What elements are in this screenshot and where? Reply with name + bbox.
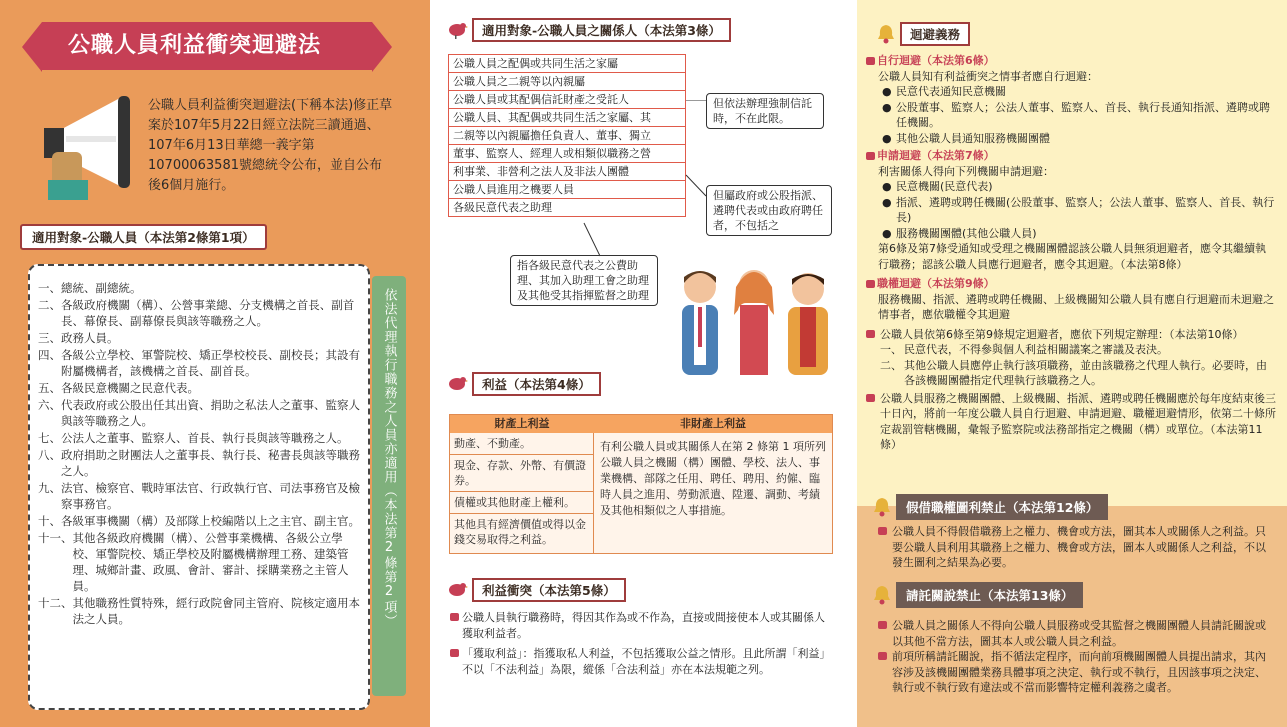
list-item [38, 347, 360, 379]
relation-row: 各級民意代表之助理 [453, 201, 552, 214]
list-text: 公法人之董事、監察人、首長、執行長與該等職務之人。 [61, 431, 349, 445]
list-item [882, 226, 1276, 242]
list-item [880, 342, 1276, 358]
self-lead: 公職人員知有利益衝突之情事者應自行迴避： [878, 69, 1098, 83]
list-item [38, 280, 360, 296]
bird-icon [446, 20, 468, 40]
relation-row: 利事業、非營利之法人及非法人團體 [449, 163, 685, 181]
conflict-header [446, 578, 626, 602]
lobby-content [878, 618, 1274, 696]
list-number: 十、 [38, 514, 61, 528]
list-text: 各級政府機關（構）、公營事業總、分支機構之首長、副首長、幕僚長、副幕僚長與該等職務之人。 [61, 298, 355, 328]
bell-icon [876, 23, 896, 45]
dot-icon: ● [882, 180, 892, 193]
dot-icon: ● [882, 100, 892, 114]
property-item: 現金、存款、外幣、有價證券。 [450, 455, 593, 492]
list-text: 其他各級政府機關（構）、公營事業機構、各級公立學校、軍警院校、矯正學校及附屬機構辦理工務、建築管理、城鄉計畫、政風、會計、審計、採購業務之主管人員。 [72, 531, 349, 593]
benefit-header [446, 372, 601, 396]
dot-icon: ● [882, 195, 892, 209]
list-item [38, 530, 360, 594]
bullet-icon [878, 621, 887, 629]
acting-note: 依法代理執行職務之人員亦適用（本法第2條第2項） [372, 276, 406, 696]
bird-icon [446, 580, 468, 600]
bullet-icon [866, 152, 875, 160]
dot-icon: ● [882, 85, 892, 98]
list-text: 公股董事、監察人；公法人董事、監察人、首長、執行長通知指派、遴聘或聘任機關。 [896, 100, 1270, 129]
non-property-text: 有利公職人員或其關係人在第 2 條第 1 項所列公職人員之機關（構）團體、學校、法人、事業機構、部隊之任用、聘任、聘用、約僱、臨時人員之進用、勞動派遣、陞遷、調動、考績及其他相類似之人事措施。 [600, 440, 826, 517]
leverage-label: 假借職權圖利禁止（本法第12條） [896, 494, 1108, 520]
list-text: 民意代表，不得參與個人利益相關議案之審議及表決。 [904, 343, 1168, 356]
lobby-p1: 公職人員之關係人不得向公職人員服務或受其監督之機關團體人員請託關說或以其他不當方法，圖其本人或公職人員之利益。 [892, 619, 1266, 648]
list-text: 各級公立學校、軍警院校、矯正學校校長、副校長；其設有附屬機構者，該機構之首長、副首長。 [61, 348, 360, 378]
handle-lead: 公職人員依第6條至第9條規定迴避者，應依下列規定辦理：（本法第10條） [880, 327, 1244, 341]
list-text: 指派、遴聘或聘任機關(公股董事、監察人；公法人董事、監察人、首長、執行長) [896, 195, 1275, 224]
list-item [38, 380, 360, 396]
officials-label: 適用對象-公職人員（本法第2條第1項） [20, 224, 267, 250]
col-property: 財產上利益 [494, 417, 550, 430]
list-text: 各級軍事機關（構）及部隊上校編階以上之主官、副主官。 [61, 514, 360, 528]
relation-row: 公職人員之二親等以內親屬 [449, 73, 685, 91]
list-item [38, 297, 360, 329]
relation-row: 公職人員之配偶或共同生活之家屬 [449, 55, 685, 73]
avoid-label: 迴避義務 [900, 22, 970, 46]
bullet-icon [878, 527, 887, 535]
list-number: 二、 [38, 298, 61, 312]
bullet-icon [866, 394, 875, 402]
col-non-property: 非財產上利益 [680, 417, 746, 430]
list-item [38, 513, 360, 529]
officials-list [28, 264, 370, 710]
duty-text: 服務機關、指派、遴聘或聘任機關、上級機關知公職人員有應自行迴避而未迴避之情事者，應依職權令其迴避 [878, 292, 1274, 321]
callout-lines [560, 100, 720, 260]
property-list [450, 433, 594, 553]
lobby-label: 請託關說禁止（本法第13條） [896, 582, 1083, 608]
bullet-icon [450, 613, 459, 621]
leverage-content [878, 524, 1274, 571]
lobby-p2: 前項所稱請託關說，指不循法定程序，而向前項機關團體人員提出請求，其內容涉及該機關團體業務具體事項之決定、執行或不執行，且因該事項之決定、執行或不執行致有違法或不當而影響特定權利義務之虞者。 [892, 650, 1266, 694]
apply-lead: 利害關係人得向下列機關申請迴避： [878, 164, 1054, 178]
conflict-text [450, 610, 828, 678]
list-text: 民意代表通知民意機關 [896, 85, 1006, 98]
lobby-header [872, 582, 1083, 608]
list-number: 一、 [38, 281, 61, 295]
conflict-p1: 公職人員執行職務時，得因其作為或不作為，直接或間接使本人或其關係人獲取利益者。 [462, 611, 825, 640]
property-item: 動產、不動產。 [450, 433, 593, 455]
benefit-label: 利益（本法第4條） [472, 372, 601, 396]
page-title: 公職人員利益衝突迴避法 [68, 33, 322, 58]
avoid-content [866, 53, 1276, 453]
list-item [38, 595, 360, 627]
list-item [38, 430, 360, 446]
property-item: 債權或其他財產上權利。 [450, 492, 593, 514]
callout-appoint: 但屬政府或公股指派、遴聘代表或由政府聘任者，不包括之 [706, 185, 832, 236]
relation-row: 公職人員或其配偶信託財產之受託人 [449, 91, 685, 109]
callout-assistant: 指各級民意代表之公費助理、其加入助理工會之助理及其他受其指揮監督之助理 [510, 255, 658, 306]
bell-icon [872, 496, 892, 518]
leverage-header [872, 494, 1108, 520]
conflict-p2: 「獲取利益」：指獲取私人利益，不包括獲取公益之情形。且此所謂「利益」不以「不法利益」為限，縱係「合法利益」亦在本法規範之列。 [462, 647, 825, 676]
list-item [38, 480, 360, 512]
list-number: 九、 [38, 481, 61, 495]
relation-row: 公職人員、其配偶或共同生活之家屬、其 [449, 109, 685, 127]
dot-icon: ● [882, 131, 892, 145]
relation-row: 二親等以內親屬擔任負責人、董事、獨立 [449, 127, 685, 145]
benefit-table [449, 414, 833, 554]
relation-row: 董事、監察人、經理人或相類似職務之營 [449, 145, 685, 163]
list-item [882, 100, 1276, 131]
title-banner [20, 14, 392, 80]
list-item [882, 131, 1276, 147]
list-text: 其他公職人員應停止執行該項職務，並由該職務之代理人執行。必要時，由各該機關團體指定代理執行該職務之人。 [904, 358, 1267, 387]
relation-row: 公職人員進用之機要人員 [449, 181, 685, 199]
bullet-icon [866, 57, 875, 65]
list-text: 其他公職人員通知服務機關團體 [896, 131, 1050, 145]
bell-icon [872, 584, 892, 606]
list-number: 三、 [38, 331, 61, 345]
list-number: 八、 [38, 448, 61, 462]
avoid-header [876, 22, 970, 46]
list-text: 民意機關(民意代表) [896, 180, 993, 193]
list-number: 七、 [38, 431, 61, 445]
leverage-text: 公職人員不得假借職務上之權力、機會或方法，圖其本人或關係人之利益。只要公職人員利用其職務上之權力、機會或方法，圖本人或關係人之利益，不以發生圖利之結果為必要。 [892, 525, 1266, 569]
dot-icon: ● [882, 226, 892, 240]
list-text: 總統、副總統。 [61, 281, 142, 295]
self-title: 自行迴避（本法第6條） [877, 54, 995, 67]
list-item [38, 330, 360, 346]
bullet-icon [866, 280, 875, 288]
intro-text: 公職人員利益衝突迴避法(下稱本法)修正草案於107年5月22日經立法院三讀通過、107年6月13日華總一義字第10700063581號總統令公布，並自公布後6個月施行。 [148, 98, 393, 193]
list-item [880, 358, 1276, 389]
list-text: 政務人員。 [61, 331, 119, 345]
list-item [882, 195, 1276, 226]
relations-header [446, 18, 731, 42]
bullet-icon [450, 649, 459, 657]
list-number: 二、 [880, 358, 902, 372]
callout-trust: 但依法辦理強制信託時，不在此限。 [706, 93, 824, 129]
apply-title: 申請迴避（本法第7條） [877, 149, 995, 162]
list-text: 代表政府或公股出任其出資、捐助之私法人之董事、監察人與該等職務之人。 [61, 398, 360, 428]
property-item: 其他具有經濟價值或得以金錢交易取得之利益。 [454, 518, 586, 546]
duty-title: 職權迴避（本法第9條） [877, 277, 995, 290]
list-item [38, 397, 360, 429]
list-text: 其他職務性質特殊，經行政院會同主管府、院核定適用本法之人員。 [72, 596, 360, 626]
list-item [882, 179, 1276, 195]
people-illustration [660, 265, 850, 385]
list-number: 五、 [38, 381, 61, 395]
megaphone-icon [30, 90, 140, 200]
list-text: 服務機關團體(其他公職人員) [896, 226, 1037, 240]
conflict-label: 利益衝突（本法第5條） [472, 578, 626, 602]
list-text: 政府捐助之財團法人之董事長、執行長、秘書長與該等職務之人。 [61, 448, 360, 478]
list-number: 六、 [38, 398, 61, 412]
list-text: 各級民意機關之民意代表。 [61, 381, 199, 395]
list-number: 十一、 [38, 531, 73, 545]
relations-label: 適用對象-公職人員之關係人（本法第3條） [472, 18, 731, 42]
list-item [38, 447, 360, 479]
left-panel [0, 0, 430, 727]
apply-note: 第6條及第7條受通知或受理之機關團體認該公職人員無須迴避者，應令其繼續執行職務；認該公職人員應行迴避者，應令其迴避。（本法第8條） [878, 242, 1266, 271]
list-number: 十二、 [38, 596, 73, 610]
bullet-icon [866, 330, 875, 338]
list-number: 一、 [880, 343, 902, 356]
report-text: 公職人員服務之機關團體、上級機關、指派、遴聘或聘任機關應於每年度結束後三十日內，將前一年度公職人員自行迴避、申請迴避、職權迴避情形，依第二十條所定裁罰管轄機關，彙報予監察院或法務部指定之機關（構）或單位。（本法第11條） [880, 391, 1276, 451]
list-number: 四、 [38, 348, 61, 362]
list-text: 法官、檢察官、戰時軍法官、行政執行官、司法事務官及檢察事務官。 [61, 481, 360, 511]
bullet-icon [878, 652, 887, 660]
bird-icon [446, 374, 468, 394]
list-item [882, 84, 1276, 100]
